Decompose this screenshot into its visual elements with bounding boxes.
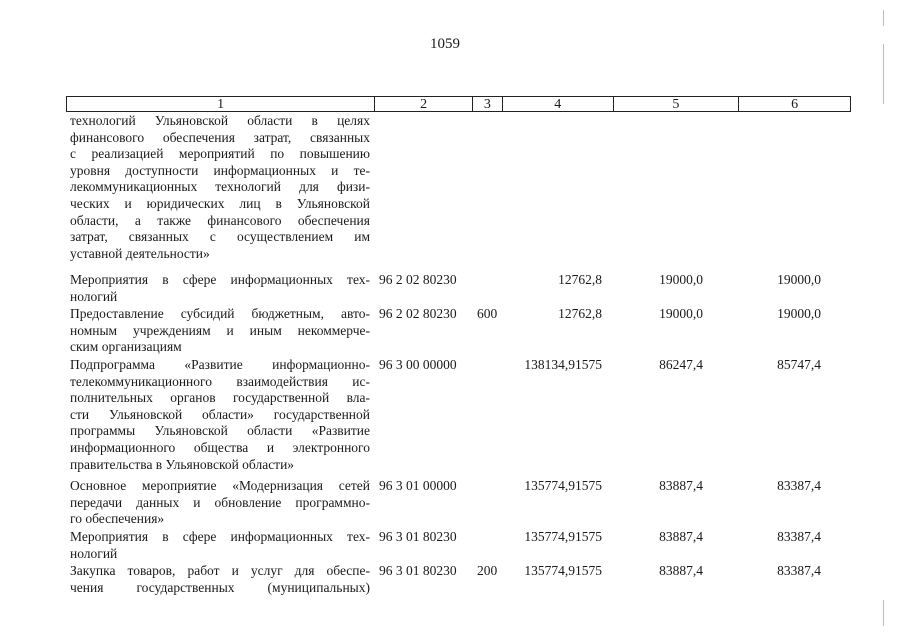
row-amount-col6: 83387,4 (777, 529, 821, 544)
header-col-4: 4 (503, 97, 614, 111)
description-line: Закупка товаров, работ и услуг для обеспе- (70, 563, 370, 578)
description-line: телекоммуникационного взаимодействия ис- (70, 373, 370, 389)
description-line: ским организациям (70, 339, 182, 355)
description-line: уровня доступности информационных и те- (70, 162, 370, 178)
row-expense-type: 200 (477, 563, 498, 578)
row-description (70, 563, 370, 596)
description-line: программы Ульяновской области «Развитие (70, 423, 370, 439)
description-line: затрат, связанных с осуществлением им (70, 229, 370, 245)
row-amount-col6: 85747,4 (777, 357, 821, 372)
description-line: Мероприятия в сфере информационных тех- (70, 529, 370, 544)
description-line: информационного общества и электронного (70, 439, 370, 455)
header-col-5: 5 (614, 97, 740, 111)
row-amount-col4: 135774,91575 (524, 529, 602, 544)
header-col-2: 2 (375, 97, 473, 111)
row-amount-col6: 19000,0 (777, 272, 821, 287)
description-line: Подпрограмма «Развитие информационно- (70, 357, 370, 372)
row-amount-col5: 83887,4 (659, 478, 703, 493)
description-line: чения государственных (муниципальных) (70, 579, 370, 595)
row-amount-col4: 12762,8 (558, 306, 602, 321)
row-amount-col5: 19000,0 (659, 272, 703, 287)
row-amount-col5: 83887,4 (659, 529, 703, 544)
description-line: технологий Ульяновской области в целях (70, 113, 370, 128)
row-description (70, 529, 370, 562)
row-code: 96 3 01 80230 (379, 563, 457, 578)
description-line: ческих и юридических лиц в Ульяновской (70, 195, 370, 211)
row-amount-col5: 19000,0 (659, 306, 703, 321)
row-code: 96 2 02 80230 (379, 272, 457, 287)
description-line: финансового обеспечения затрат, связанных (70, 129, 370, 145)
row-amount-col6: 83387,4 (777, 478, 821, 493)
scan-edge-mark (883, 600, 884, 626)
header-col-3: 3 (473, 97, 503, 111)
header-col-1: 1 (67, 97, 375, 111)
page-number: 1059 (430, 36, 460, 52)
row-amount-col6: 19000,0 (777, 306, 821, 321)
description-line: го обеспечения» (70, 511, 165, 527)
header-col-6: 6 (791, 97, 799, 112)
description-line: лекоммуникационных технологий для физи- (70, 179, 370, 195)
scan-edge-mark (883, 44, 884, 104)
row-description (70, 272, 370, 305)
row-code: 96 3 01 00000 (379, 478, 457, 493)
description-line: уставной деятельности» (70, 245, 210, 261)
row-code: 96 3 01 80230 (379, 529, 457, 544)
row-amount-col5: 86247,4 (659, 357, 703, 372)
description-line: номным учреждениям и иным некоммерче- (70, 322, 370, 338)
row-amount-col4: 135774,91575 (524, 563, 602, 578)
description-line: полнительных органов государственной вла- (70, 390, 370, 406)
scan-edge-mark (883, 10, 884, 26)
row-description (70, 357, 370, 473)
row-amount-col4: 135774,91575 (524, 478, 602, 493)
description-line: сти Ульяновской области» государственной (70, 406, 370, 422)
description-line: нологий (70, 288, 118, 304)
description-line: правительства в Ульяновской области» (70, 456, 295, 472)
row-amount-col6: 83387,4 (777, 563, 821, 578)
row-amount-col4: 12762,8 (558, 272, 602, 287)
description-line: Основное мероприятие «Модернизация сетей (70, 478, 370, 493)
description-line: Мероприятия в сфере информационных тех- (70, 272, 370, 287)
description-line: с реализацией мероприятий по повышению (70, 146, 370, 162)
row-code: 96 2 02 80230 (379, 306, 457, 321)
row-expense-type: 600 (477, 306, 498, 321)
description-line: нологий (70, 545, 118, 561)
description-line: области, а также финансового обеспечения (70, 212, 370, 228)
row-description (70, 478, 370, 528)
table-header-row (66, 96, 851, 112)
row-description (70, 113, 370, 262)
row-description (70, 306, 370, 356)
description-line: передачи данных и обновление программно- (70, 494, 370, 510)
description-line: Предоставление субсидий бюджетным, авто- (70, 306, 370, 321)
row-amount-col5: 83887,4 (659, 563, 703, 578)
row-amount-col4: 138134,91575 (524, 357, 602, 372)
row-code: 96 3 00 00000 (379, 357, 457, 372)
